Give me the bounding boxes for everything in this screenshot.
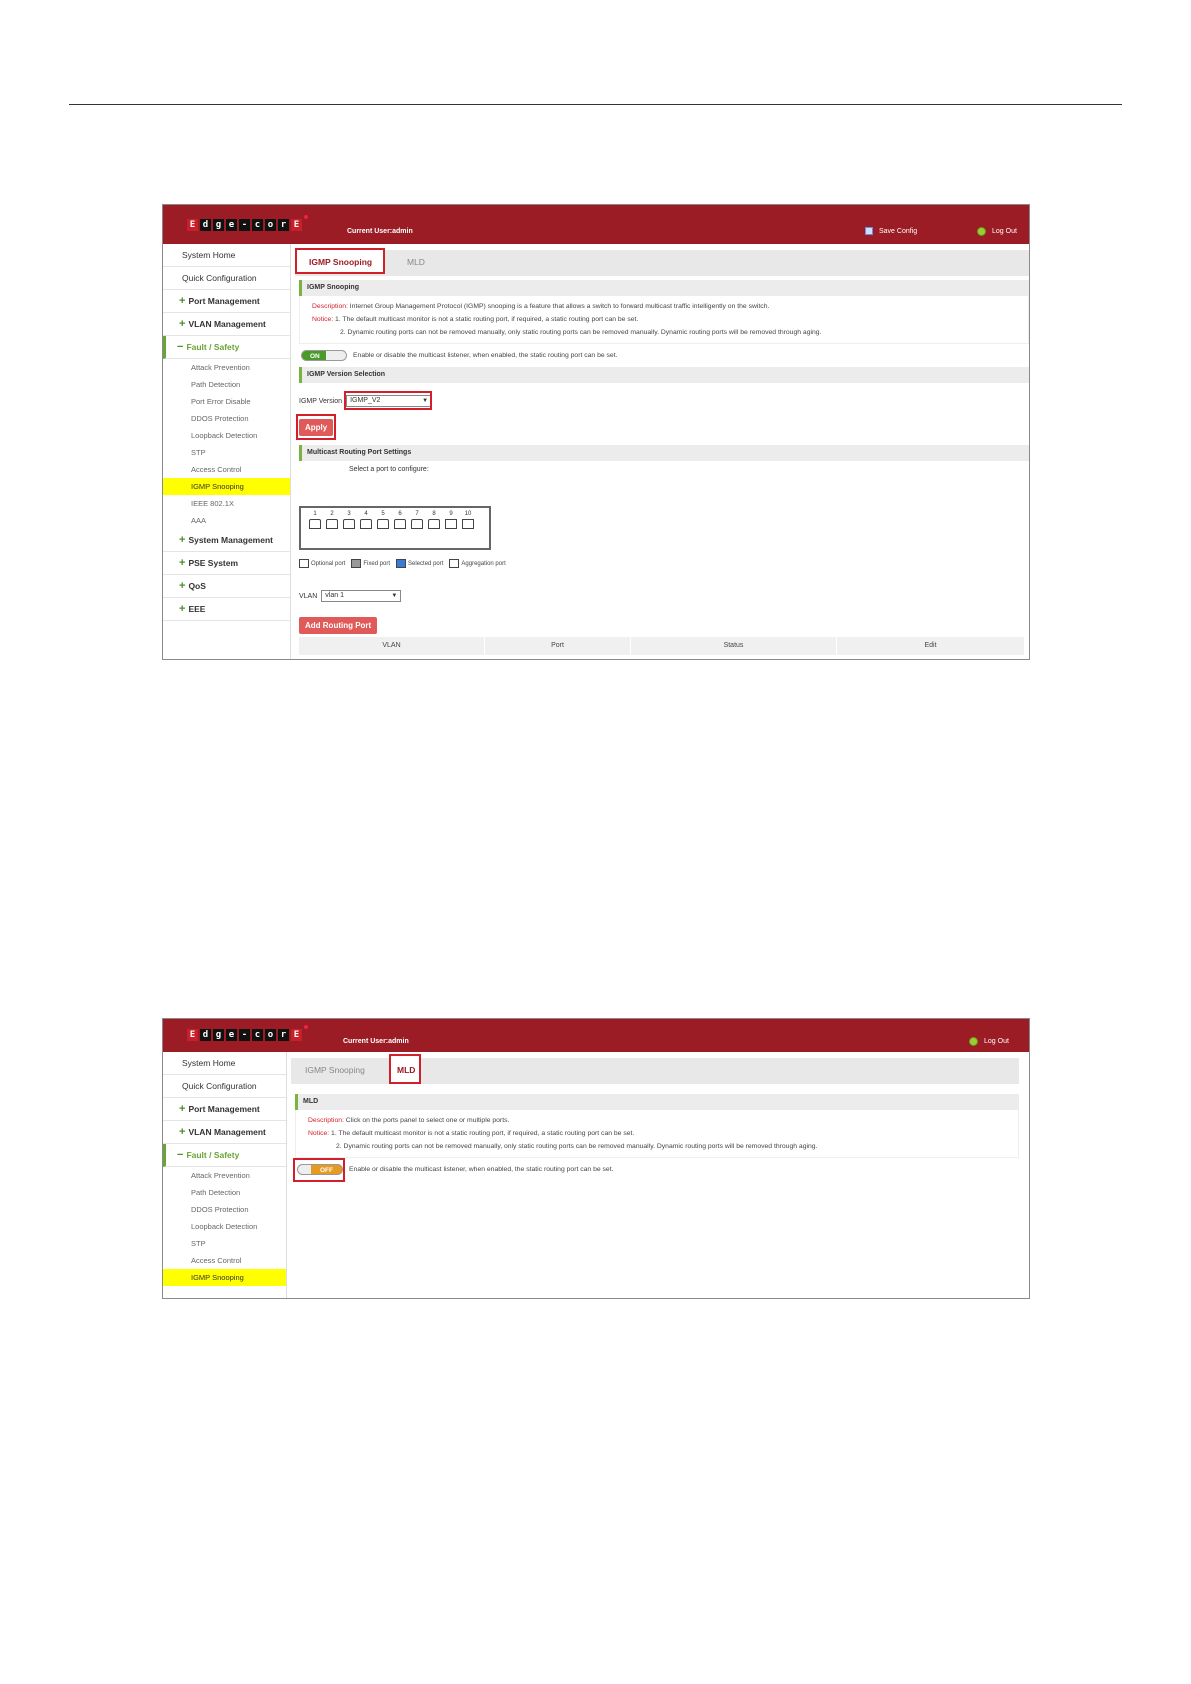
sidebar-sub-path-detection[interactable]: Path Detection: [191, 1188, 241, 1197]
sidebar-item-quick-configuration[interactable]: Quick Configuration: [163, 1075, 286, 1098]
igmp-version-row: IGMP Version IGMP_V2 ▼: [291, 395, 1029, 407]
plus-icon: +: [179, 1126, 186, 1138]
sidebar-item-quick-configuration[interactable]: Quick Configuration: [163, 267, 290, 290]
section-mld: MLD: [295, 1094, 1019, 1110]
sidebar-item-eee[interactable]: + EEE: [163, 598, 290, 621]
highlight-box: [295, 248, 385, 274]
sidebar-sub-ddos-protection[interactable]: DDOS Protection: [191, 1205, 249, 1214]
sidebar-sub-access-control[interactable]: Access Control: [191, 465, 242, 474]
description-block: Description: Internet Group Management Protocol (IGMP) snooping is a feature that allows a switch to forward multicast traffic intelligently on the switch. Notice: 1. The default multicast monitor is not a static routing port, if required, a static routing port can be set. 2. Dynamic routing ports can not be removed manually, only static routing ports can be removed manually. Dynamic routing ports will be removed through aging.: [299, 296, 1029, 344]
listener-toggle[interactable]: ON: [301, 350, 347, 361]
port-icon: [343, 519, 355, 529]
routing-port-table-header: [299, 637, 1024, 655]
sidebar-item-system-management[interactable]: + System Management: [163, 529, 290, 552]
port-4[interactable]: 4: [360, 511, 372, 529]
section-igmp-version: IGMP Version Selection: [299, 367, 1029, 383]
chevron-down-icon: ▼: [391, 593, 398, 599]
highlight-box: [389, 1054, 421, 1084]
port-icon: [394, 519, 406, 529]
sidebar-sub-stp[interactable]: STP: [191, 1239, 206, 1248]
main-content: [287, 1052, 1029, 1298]
port-icon: [428, 519, 440, 529]
port-icon: [326, 519, 338, 529]
add-routing-port-button[interactable]: Add Routing Port: [299, 617, 377, 634]
main-content: [291, 244, 1029, 659]
sidebar-sub-loopback-detection[interactable]: Loopback Detection: [191, 1222, 258, 1231]
tab-igmp-snooping[interactable]: IGMP Snooping: [297, 250, 384, 274]
tab-mld[interactable]: MLD: [391, 1058, 421, 1082]
description-block: Description: Click on the ports panel to select one or multiple ports. Notice: 1. The default multicast monitor is not a static routing port, if required, a static routing port can be set. 2. Dynamic routing ports can not be removed manually, only static routing ports can be removed manually. Dynamic routing ports will be removed through aging.: [295, 1110, 1019, 1158]
sidebar-item-vlan-management[interactable]: + VLAN Management: [163, 1121, 286, 1144]
select-port-label: Select a port to configure:: [349, 466, 429, 473]
section-igmp-snooping: IGMP Snooping: [299, 280, 1029, 296]
highlight-box: [296, 414, 336, 440]
fixed-port-icon: [351, 559, 361, 568]
sidebar: [163, 1052, 287, 1298]
port-3[interactable]: 3: [343, 511, 355, 529]
listener-toggle-row: OFF Enable or disable the multicast listener, when enabled, the static routing port can be set.: [287, 1158, 1029, 1181]
sidebar-sub-attack-prevention[interactable]: Attack Prevention: [191, 1171, 250, 1180]
save-config-button[interactable]: Save Config: [865, 227, 917, 235]
sidebar-item-port-management[interactable]: + Port Management: [163, 1098, 286, 1121]
port-1[interactable]: 1: [309, 511, 321, 529]
sidebar-sub-igmp-snooping[interactable]: IGMP Snooping: [163, 478, 290, 495]
listener-toggle-row: ON Enable or disable the multicast listener, when enabled, the static routing port can be set.: [291, 344, 1029, 367]
port-8[interactable]: 8: [428, 511, 440, 529]
sidebar-item-vlan-management[interactable]: + VLAN Management: [163, 313, 290, 336]
app-header: [163, 205, 1029, 244]
port-2[interactable]: 2: [326, 511, 338, 529]
edgecore-logo: E d g e - c o r E: [187, 1029, 302, 1041]
port-10[interactable]: 10: [462, 511, 474, 529]
port-panel: [299, 506, 491, 550]
save-icon: [865, 227, 873, 235]
plus-icon: +: [179, 580, 186, 592]
aggregation-port-icon: [449, 559, 459, 568]
highlight-box: [344, 391, 432, 410]
sidebar-sub-ieee-8021x[interactable]: IEEE 802.1X: [191, 499, 234, 508]
sidebar-item-system-home[interactable]: System Home: [163, 1052, 286, 1075]
power-icon: [969, 1037, 978, 1046]
page-top-rule: [69, 104, 1122, 105]
optional-port-icon: [299, 559, 309, 568]
sidebar-sub-attack-prevention[interactable]: Attack Prevention: [191, 363, 250, 372]
highlight-box: [293, 1158, 345, 1182]
column-header-edit: Edit: [924, 642, 937, 649]
sidebar-sub-loopback-detection[interactable]: Loopback Detection: [191, 431, 258, 440]
port-9[interactable]: 9: [445, 511, 457, 529]
chevron-down-icon: ▼: [422, 398, 429, 404]
sidebar-sub-aaa[interactable]: AAA: [191, 516, 207, 525]
minus-icon: −: [177, 1149, 184, 1161]
minus-icon: −: [177, 341, 184, 353]
column-header-status: Status: [631, 637, 837, 655]
sidebar-item-fault-safety[interactable]: − Fault / Safety: [163, 336, 290, 359]
port-icon: [360, 519, 372, 529]
sidebar-sub-stp[interactable]: STP: [191, 448, 206, 457]
port-icon: [411, 519, 423, 529]
plus-icon: +: [179, 1103, 186, 1115]
tab-mld[interactable]: MLD: [407, 257, 425, 267]
tab-bar: [295, 250, 1029, 276]
port-6[interactable]: 6: [394, 511, 406, 529]
column-header-vlan: VLAN: [299, 637, 485, 655]
sidebar-item-port-management[interactable]: + Port Management: [163, 290, 290, 313]
app-header: [163, 1019, 1029, 1052]
port-5[interactable]: 5: [377, 511, 389, 529]
plus-icon: +: [179, 295, 186, 307]
current-user: Current User:admin: [343, 1038, 409, 1045]
listener-toggle[interactable]: OFF: [297, 1164, 343, 1175]
vlan-select[interactable]: vlan 1 ▼: [321, 590, 401, 602]
power-icon: [977, 227, 986, 236]
current-user: Current User:admin: [347, 228, 413, 235]
tab-bar: [291, 1058, 1019, 1084]
log-out-button[interactable]: Log Out: [977, 227, 1017, 236]
plus-icon: +: [179, 318, 186, 330]
sidebar-sub-port-error-disable[interactable]: Port Error Disable: [191, 397, 251, 406]
port-icon: [462, 519, 474, 529]
screenshot-mld: [162, 1018, 1030, 1299]
sidebar-sub-ddos-protection[interactable]: DDOS Protection: [191, 414, 249, 423]
igmp-version-select[interactable]: IGMP_V2 ▼: [346, 395, 432, 407]
column-header-port: Port: [485, 637, 631, 655]
plus-icon: +: [179, 603, 186, 615]
sidebar-sub-igmp-snooping[interactable]: IGMP Snooping: [163, 1269, 286, 1286]
port-icon: [445, 519, 457, 529]
screenshot-igmp-snooping: [162, 204, 1030, 660]
sidebar-item-qos[interactable]: + QoS: [163, 575, 290, 598]
sidebar: [163, 244, 291, 659]
port-legend: Optional port Fixed port Selected port Aggregation port: [299, 559, 506, 568]
sidebar-item-system-home[interactable]: System Home: [163, 244, 290, 267]
plus-icon: +: [179, 557, 186, 569]
sidebar-sub-path-detection[interactable]: Path Detection: [191, 380, 241, 389]
port-icon: [309, 519, 321, 529]
log-out-button[interactable]: Log Out: [969, 1037, 1009, 1046]
sidebar-item-pse-system[interactable]: + PSE System: [163, 552, 290, 575]
section-multicast-routing-port: Multicast Routing Port Settings: [299, 445, 1029, 461]
apply-button[interactable]: Apply: [299, 419, 333, 436]
edgecore-logo: E d g e - c o r E: [187, 219, 302, 231]
port-7[interactable]: 7: [411, 511, 423, 529]
plus-icon: +: [179, 534, 186, 546]
tab-igmp-snooping[interactable]: IGMP Snooping: [305, 1065, 365, 1075]
sidebar-item-fault-safety[interactable]: − Fault / Safety: [163, 1144, 286, 1167]
selected-port-icon: [396, 559, 406, 568]
sidebar-sub-access-control[interactable]: Access Control: [191, 1256, 242, 1265]
vlan-row: VLAN vlan 1 ▼: [291, 590, 401, 602]
port-icon: [377, 519, 389, 529]
